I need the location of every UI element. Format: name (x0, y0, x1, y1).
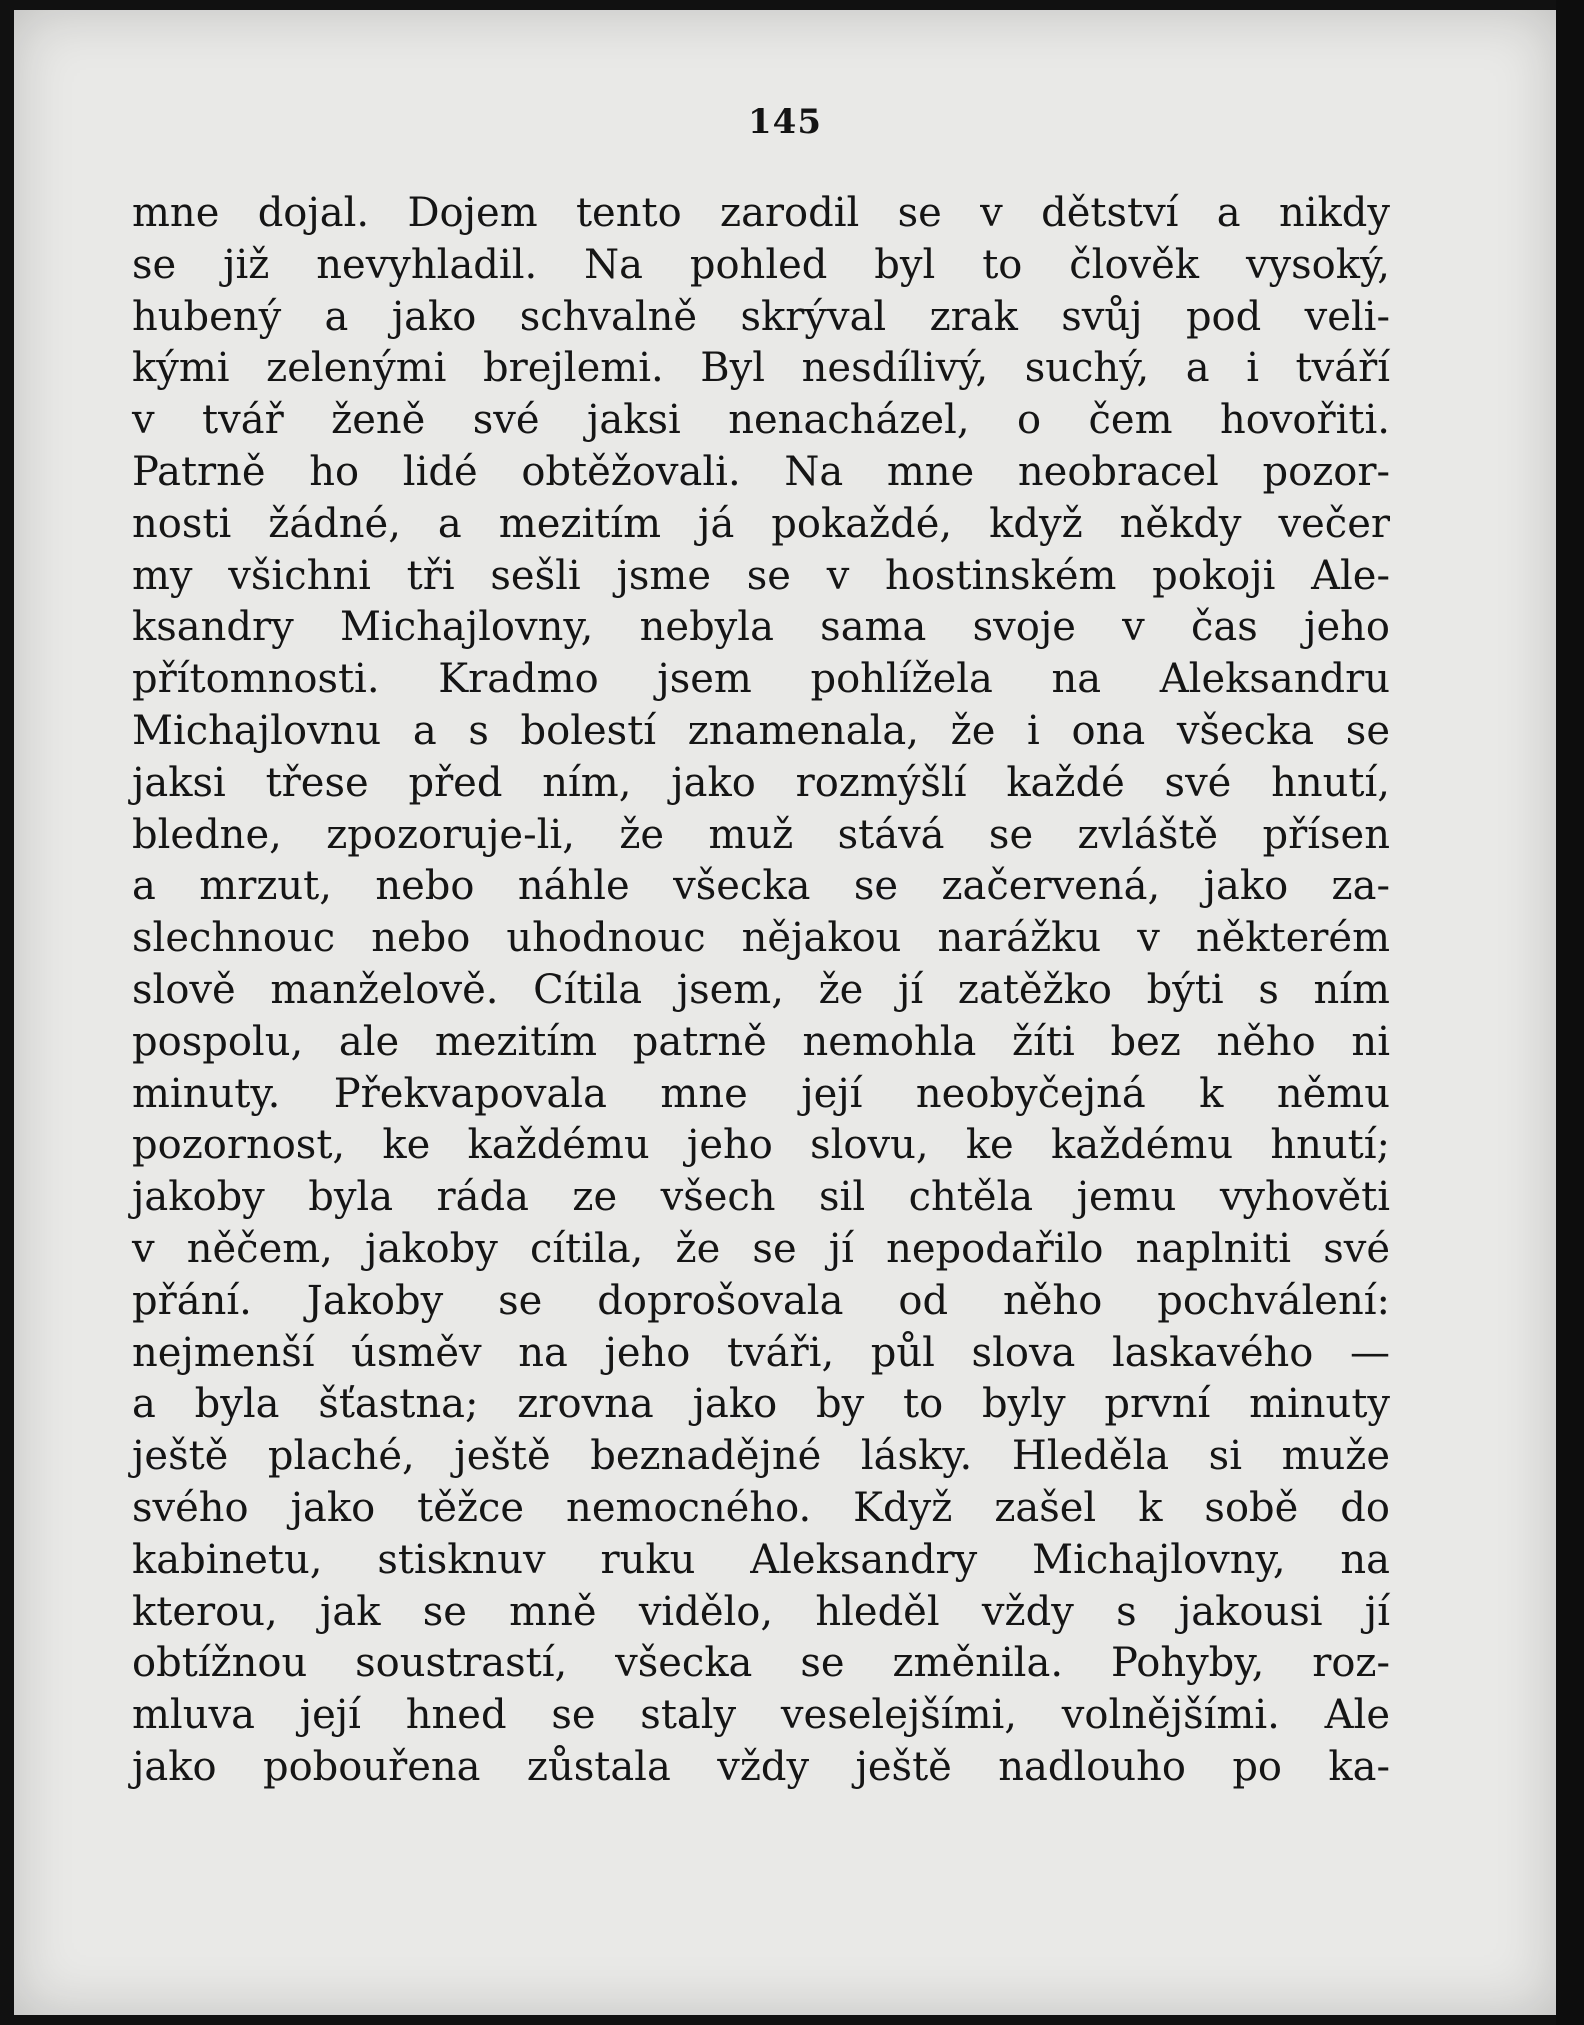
text-line: v tvář ženě své jaksi nenacházel, o čem hovořiti. (132, 397, 1390, 444)
text-line: hubený a jako schvalně skrýval zrak svůj pod veli- (132, 293, 1390, 340)
text-line: v něčem, jakoby cítila, že se jí nepodařilo naplniti své (132, 1225, 1390, 1272)
text-line: a byla šťastna; zrovna jako by to byly první minuty (132, 1381, 1390, 1428)
text-line: mluva její hned se staly veselejšími, volnějšími. Ale (132, 1692, 1390, 1739)
text-line: pospolu, ale mezitím patrně nemohla žíti bez něho ni (132, 1018, 1390, 1065)
book-page (14, 10, 1556, 2015)
text-line: bledne, zpozoruje-li, že muž stává se zvláště přísen (132, 811, 1390, 858)
text-line: slechnouc nebo uhodnouc nějakou narážku v některém (132, 915, 1390, 962)
page-number: 145 (748, 102, 822, 142)
text-line: nejmenší úsměv na jeho tváři, půl slova laskavého — (132, 1329, 1390, 1376)
text-line: ještě plaché, ještě beznadějné lásky. Hleděla si muže (132, 1433, 1390, 1480)
text-line: přání. Jakoby se doprošovala od něho pochválení: (132, 1277, 1390, 1324)
text-line: kterou, jak se mně vidělo, hleděl vždy s jakousi jí (132, 1588, 1390, 1635)
text-line: minuty. Překvapovala mne její neobyčejná k němu (132, 1070, 1390, 1117)
body-text (132, 188, 1390, 1794)
text-line: jakoby byla ráda ze všech sil chtěla jemu vyhověti (132, 1174, 1390, 1221)
text-line: my všichni tři sešli jsme se v hostinském pokoji Ale- (132, 552, 1390, 599)
text-line: obtížnou soustrastí, všecka se změnila. Pohyby, roz- (132, 1640, 1390, 1687)
text-line: Michajlovnu a s bolestí znamenala, že i ona všecka se (132, 707, 1390, 754)
text-line: jako pobouřena zůstala vždy ještě nadlouho po ka- (132, 1743, 1390, 1790)
text-line: a mrzut, nebo náhle všecka se začervená, jako za- (132, 863, 1390, 910)
text-line: se již nevyhladil. Na pohled byl to člověk vysoký, (132, 241, 1390, 288)
text-line: přítomnosti. Kradmo jsem pohlížela na Aleksandru (132, 656, 1390, 703)
text-line: nosti žádné, a mezitím já pokaždé, když někdy večer (132, 500, 1390, 547)
text-line: kabinetu, stisknuv ruku Aleksandry Michajlovny, na (132, 1536, 1390, 1583)
text-line: Patrně ho lidé obtěžovali. Na mne neobracel pozor- (132, 448, 1390, 495)
text-line: jaksi třese před ním, jako rozmýšlí každé své hnutí, (132, 759, 1390, 806)
text-line: kými zelenými brejlemi. Byl nesdílivý, suchý, a i tváří (132, 345, 1390, 392)
text-line: pozornost, ke každému jeho slovu, ke každému hnutí; (132, 1122, 1390, 1169)
text-line: ksandry Michajlovny, nebyla sama svoje v čas jeho (132, 604, 1390, 651)
text-line: svého jako těžce nemocného. Když zašel k sobě do (132, 1484, 1390, 1531)
text-line: mne dojal. Dojem tento zarodil se v dětství a nikdy (132, 190, 1390, 236)
text-line: slově manželově. Cítila jsem, že jí zatěžko býti s ním (132, 966, 1390, 1013)
scan-edge (1556, 0, 1584, 2025)
